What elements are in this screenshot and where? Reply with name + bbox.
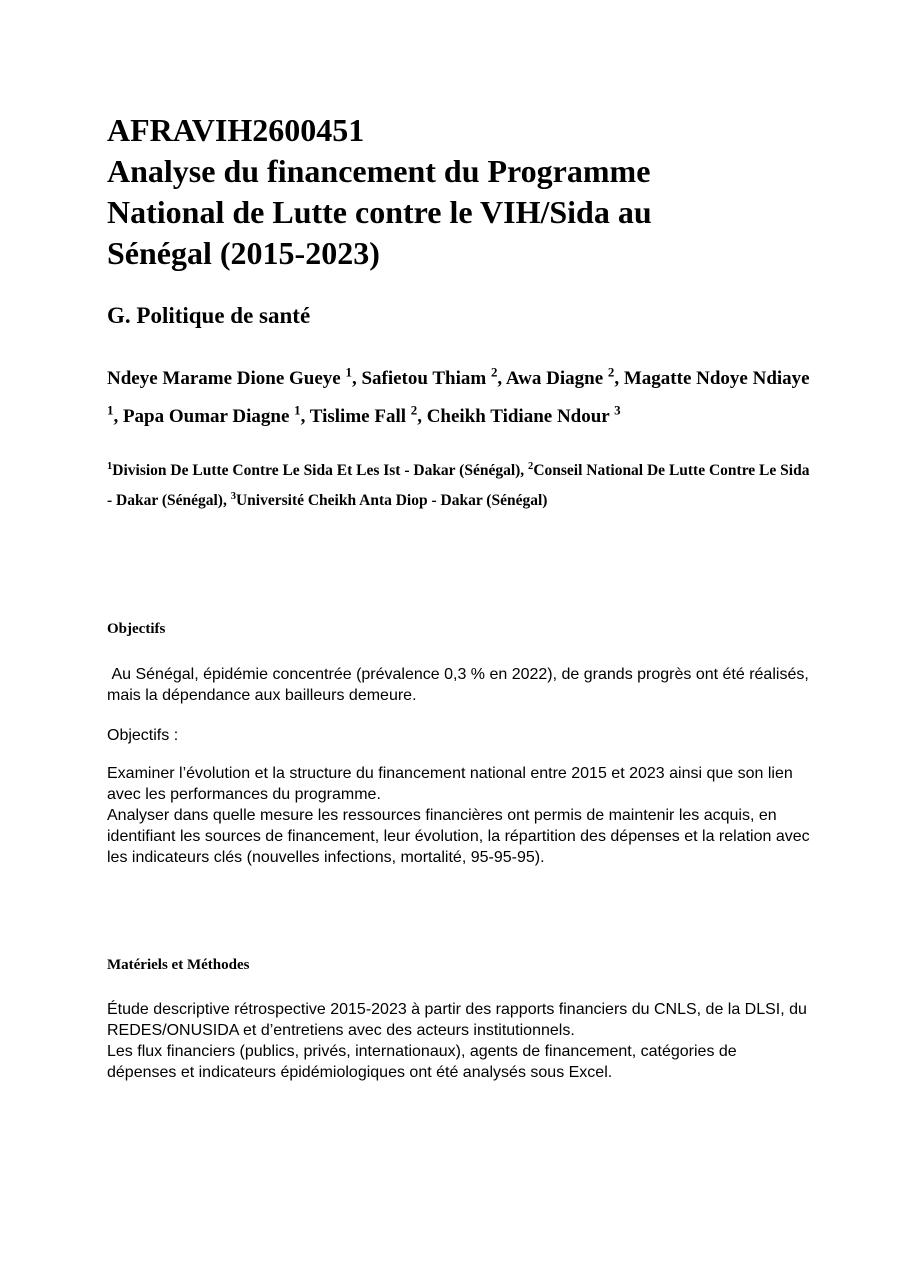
author: Papa Oumar Diagne $^1$,: [122, 402, 310, 427]
section-objectifs-heading: Objectifs: [107, 620, 166, 637]
objectifs-body-line: Examiner l’évolution et la structure du financement national entre 2015 et 2023 ainsi que son lien avec les performances du programme.: [107, 764, 793, 803]
affiliations-line: [107, 454, 810, 514]
title-line-id: AFRAVIH2600451: [107, 112, 365, 148]
author: Awa Diagne $^2$,: [505, 365, 624, 390]
authors-line: [107, 357, 810, 432]
objectifs-intro-paragraph: Au Sénégal, épidémie concentrée (prévalence 0,3 % en 2022), de grands progrès ont été réalisés, mais la dépendance aux bailleurs demeure.: [107, 665, 814, 704]
author: Ndeye Marame Dione Gueye $^1$,: [107, 365, 362, 390]
methods-body-line: Les flux financiers (publics, privés, internationaux), agents de financement, catégories de dépenses et indicateurs épidémiologiques ont été analysés sous Excel.: [107, 1042, 737, 1081]
affiliation: $^3$Université Cheikh Anta Diop - Dakar (Sénégal): [230, 490, 548, 509]
section-methods-heading: Matériels et Méthodes: [107, 956, 250, 973]
objectifs-body-line: Analyser dans quelle mesure les ressources financières ont permis de maintenir les acquis, en identifiant les sources de financement, leur évolution, la répartition des dépenses et la relation avec les indicateurs clés (nouvelles infections, mortalité, 95-95-95).: [107, 806, 810, 866]
author: Tislime Fall $^2$,: [309, 402, 427, 427]
category-heading: G. Politique de santé: [107, 303, 311, 328]
author: Magatte Ndoye Ndiaye $^1$,: [107, 368, 810, 427]
author: Cheikh Tidiane Ndour $^3$: [426, 402, 621, 427]
objectifs-subheading: Objectifs :: [107, 726, 179, 744]
author: Safietou Thiam $^2$,: [361, 365, 506, 390]
methods-body-paragraph: [107, 999, 810, 1083]
title-line: Sénégal (2015-2023): [107, 235, 380, 271]
methods-body-line: Étude descriptive rétrospective 2015-2023 à partir des rapports financiers du CNLS, de la DLSI, du REDES/ONUSIDA et d’entretiens avec des acteurs institutionnels.: [107, 1000, 807, 1039]
affiliation: $^1$Division De Lutte Contre Le Sida Et Les Ist - Dakar (Sénégal),: [107, 460, 529, 479]
title-line: Analyse du financement du Programme: [107, 153, 651, 189]
objectifs-body-paragraph: [107, 763, 810, 868]
affiliation: $^2$Conseil National De Lutte Contre Le Sida - Dakar (Sénégal),: [107, 460, 810, 509]
title-line: National de Lutte contre le VIH/Sida au: [107, 194, 652, 230]
abstract-title: [107, 110, 810, 274]
